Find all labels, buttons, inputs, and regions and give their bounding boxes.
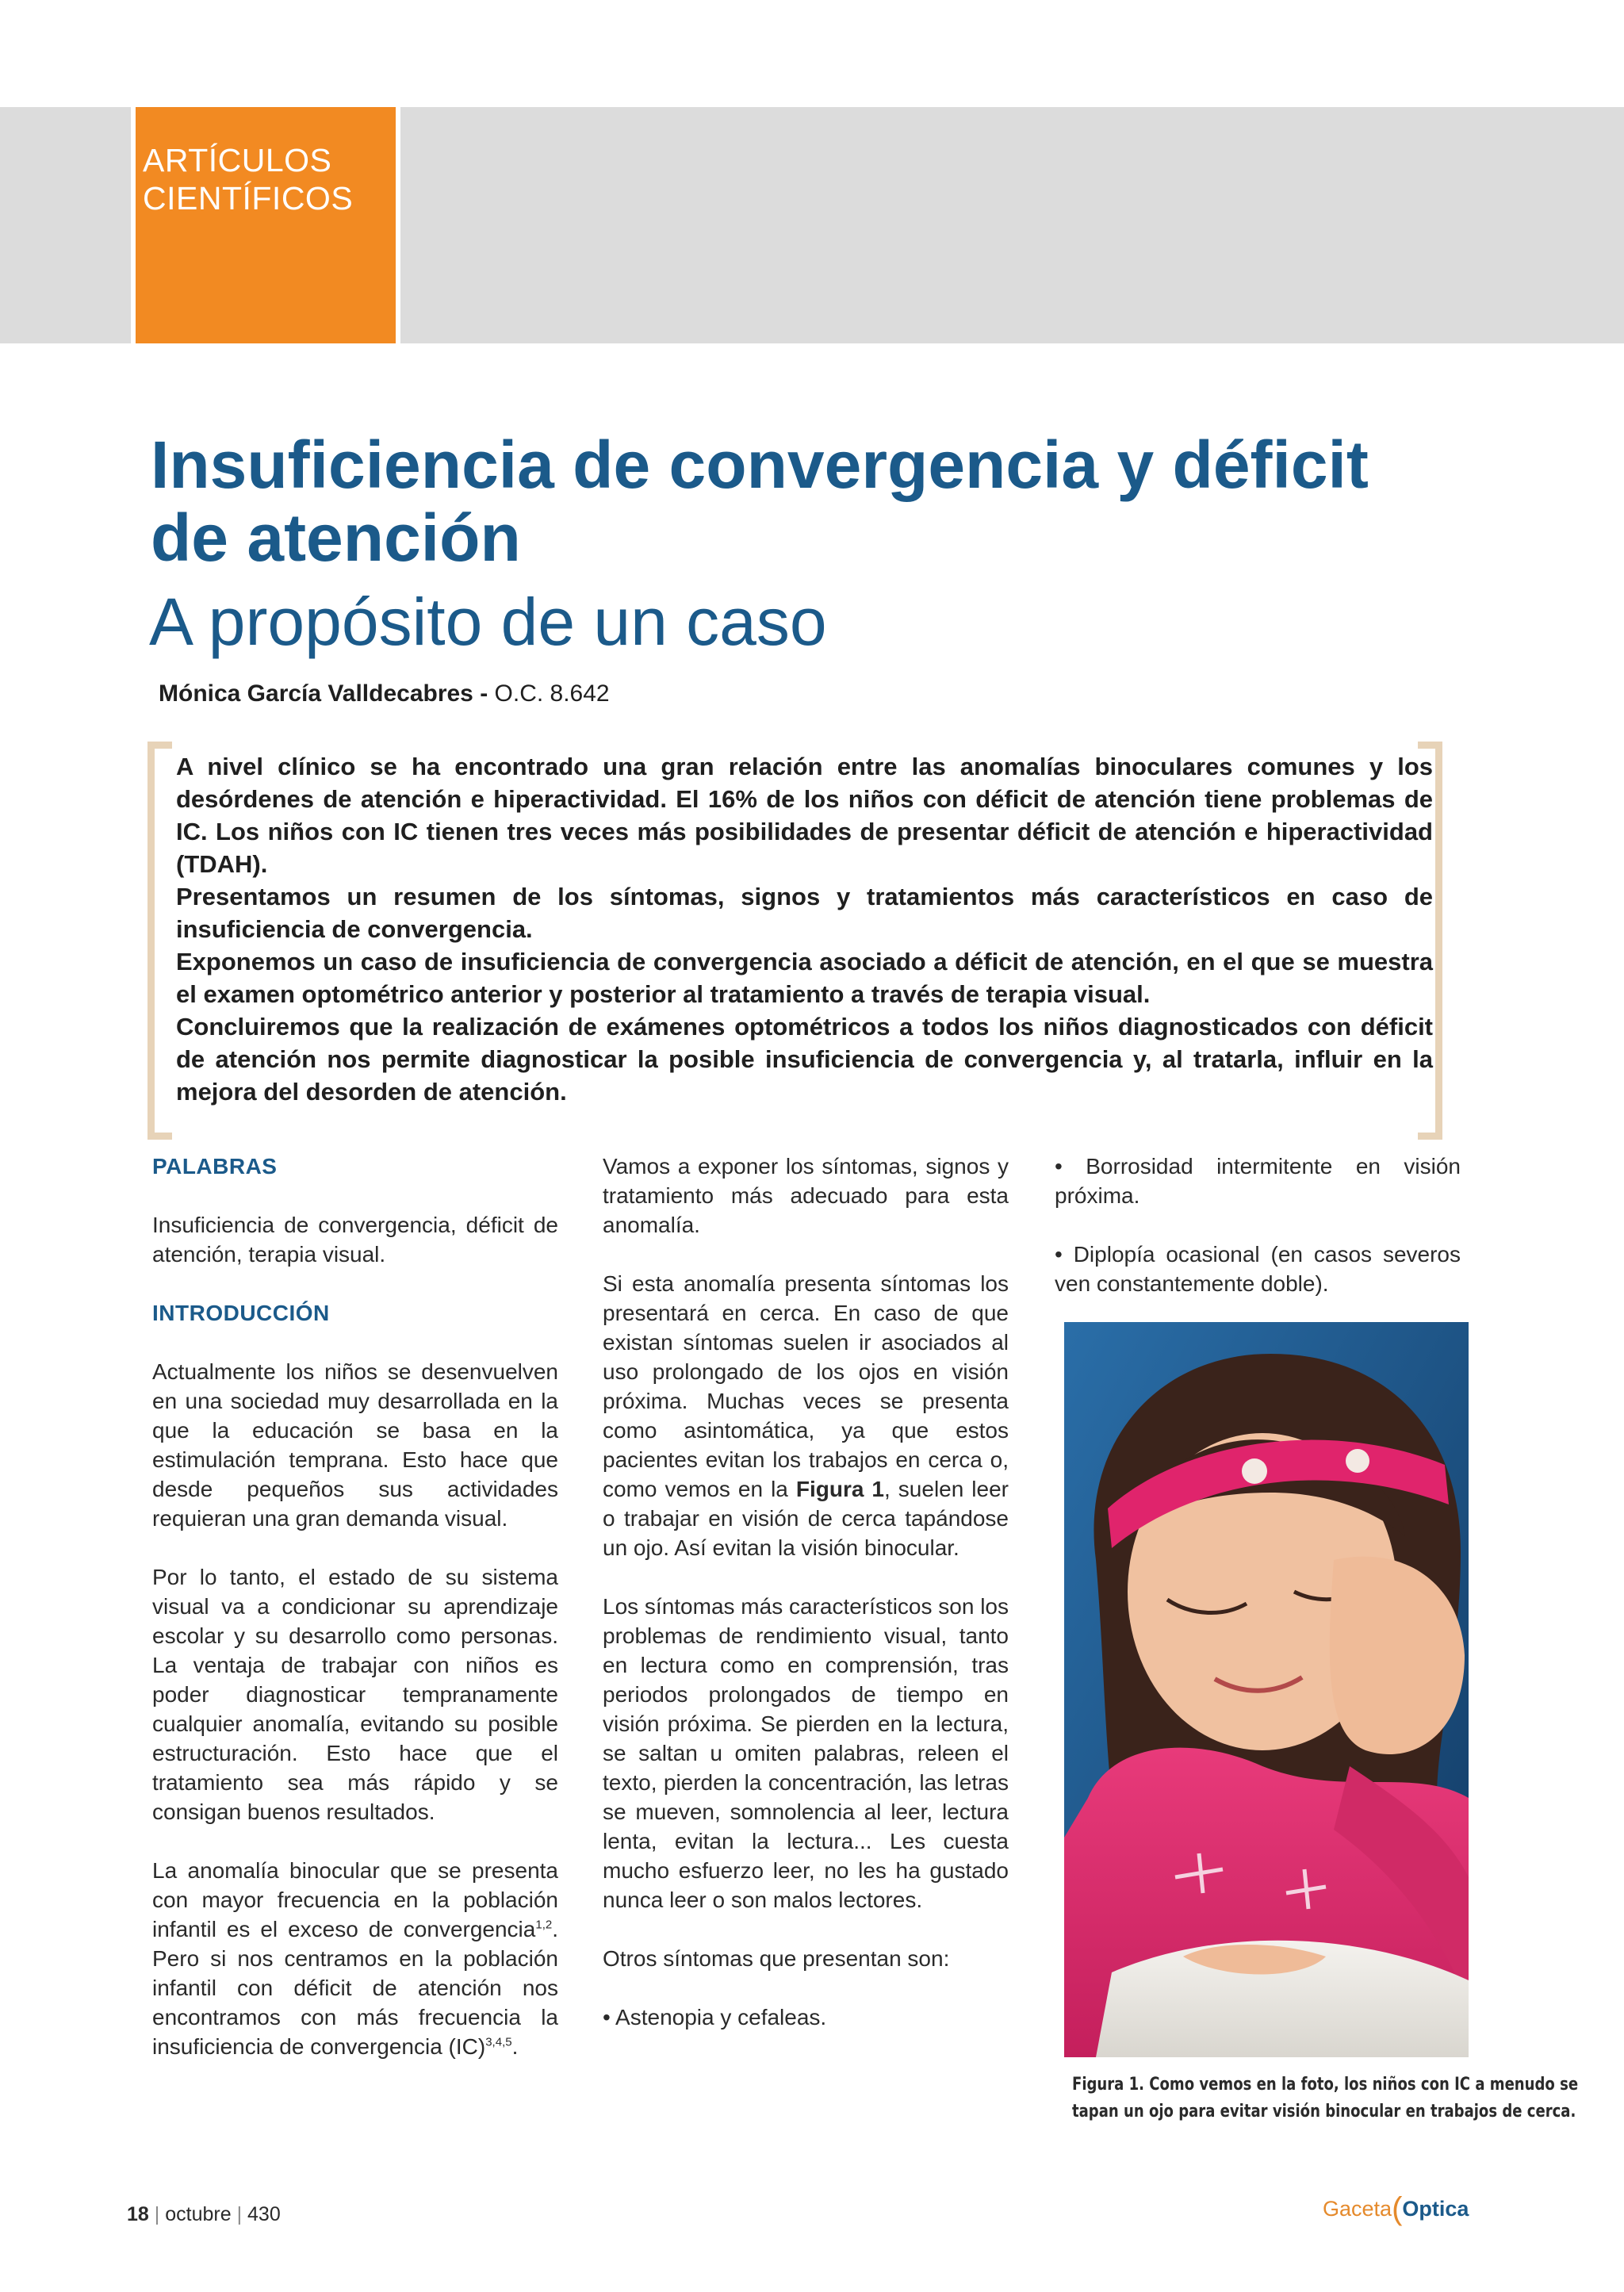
- logo-optica: Optica: [1402, 2197, 1469, 2221]
- body-paragraph: [603, 1269, 1009, 1562]
- title-line1: Insuficiencia de convergencia y déficit: [151, 427, 1369, 502]
- intro-paragraph-1: Actualmente los niños se desenvuelven en una sociedad muy desarrollada en la que la educación se basa en la estimulación temprana. Esto hace que desde pequeños sus actividades requieran una gran demanda visual.: [152, 1359, 558, 1531]
- text-run: La anomalía binocular que se presenta con mayor frecuencia en la población infantil es el exceso de convergencia: [152, 1858, 558, 1941]
- heading-introduccion: INTRODUCCIÓN: [152, 1301, 330, 1325]
- publication-logo: [1323, 2191, 1469, 2227]
- abstract-paragraph: Concluiremos que la realización de exámenes optométricos a todos los niños diagnosticados con déficit de atención nos permite diagnosticar la posible insuficiencia de convergencia y, al tratarla, influir en la mejora del desorden de atención.: [176, 1013, 1433, 1106]
- text-run: Si esta anomalía presenta síntomas los presentará en cerca. En caso de que existan síntomas suelen ir asociados al uso prolongado de los ojos en visión próxima. Muchas veces se presenta como asintomática, ya que estos pacientes evitan los trabajos en cerca o, como vemos en la: [603, 1271, 1009, 1501]
- text-run: , suelen leer o trabajar en visión de cerca tapándose un ojo. Así evitan la visión binocular.: [603, 1477, 1009, 1560]
- article-subtitle: A propósito de un caso: [149, 584, 827, 659]
- page-folio: [127, 2203, 281, 2226]
- bullet-item: • Borrosidad intermitente en visión próxima.: [1055, 1154, 1461, 1208]
- folio-separator: |: [236, 2203, 243, 2225]
- author-credential: O.C. 8.642: [494, 680, 610, 707]
- photo-illustration: [1064, 1322, 1469, 2057]
- page-number: 18: [127, 2203, 149, 2225]
- folio-separator: |: [154, 2203, 160, 2225]
- section-label: [143, 141, 381, 217]
- abstract: [176, 750, 1433, 1108]
- text-run: . Pero si nos centramos en la población infantil con déficit de atención nos encontramos con más frecuencia la insuficiencia de convergencia (IC): [152, 1917, 558, 2059]
- column-2: [603, 1152, 1009, 2061]
- section-label-line1: ARTÍCULOS: [143, 142, 332, 178]
- author-byline: [159, 680, 610, 707]
- heading-palabras: PALABRAS: [152, 1154, 278, 1179]
- logo-paren: (: [1392, 2191, 1403, 2226]
- issue-number: 430: [247, 2203, 281, 2225]
- column-1: [152, 1152, 558, 2091]
- citation-superscript: 3,4,5: [485, 2035, 512, 2049]
- issue-month: octubre: [165, 2203, 232, 2225]
- column-3: [1055, 1152, 1461, 1328]
- title-line2: de atención: [151, 500, 521, 575]
- citation-superscript: 1,2: [535, 1918, 553, 1932]
- figure-1-photo: [1064, 1322, 1469, 2057]
- figure-caption: [1072, 2072, 1579, 2125]
- body-paragraph: Otros síntomas que presentan son:: [603, 1946, 950, 1971]
- figure-reference: Figura 1: [795, 1477, 885, 1501]
- intro-paragraph-3: [152, 1856, 558, 2061]
- body-paragraph: Los síntomas más característicos son los problemas de rendimiento visual, tanto en lectura como en comprensión, tras periodos prolongados de tiempo en visión próxima. Se pierden en la lectura, se saltan u omiten palabras, releen el texto, pierden la concentración, las letras se mueven, somnolencia al leer, lectura lenta, evitan la lectura... Les cuesta mucho esfuerzo leer, no les ha gustado nunca leer o son malos lectores.: [603, 1594, 1009, 1912]
- abstract-paragraph: Presentamos un resumen de los síntomas, signos y tratamientos más característicos en caso de insuficiencia de convergencia.: [176, 883, 1433, 943]
- logo-gaceta: Gaceta: [1323, 2197, 1392, 2221]
- keywords: Insuficiencia de convergencia, déficit de atención, terapia visual.: [152, 1213, 558, 1267]
- abstract-paragraph: A nivel clínico se ha encontrado una gran relación entre las anomalías binoculares comunes y los desórdenes de atención e hiperactividad. El 16% de los niños con déficit de atención tiene problemas de IC. Los niños con IC tienen tres veces más posibilidades de presentar déficit de atención e hiperactividad (TDAH).: [176, 753, 1433, 878]
- body-paragraph: Vamos a exponer los síntomas, signos y tratamiento más adecuado para esta anomalía.: [603, 1154, 1009, 1237]
- caption-line2: tapan un ojo para evitar visión binocular en trabajos de cerca.: [1072, 2102, 1576, 2121]
- intro-paragraph-2: Por lo tanto, el estado de su sistema visual va a condicionar su aprendizaje escolar y su desarrollo como personas. La ventaja de trabajar con niños es poder diagnosticar tempranamente cualquier anomalía, evitando su posible estructuración. Esto hace que el tratamiento sea más rápido y se consigan buenos resultados.: [152, 1565, 558, 1824]
- article-title: [151, 428, 1546, 574]
- abstract-paragraph: Exponemos un caso de insuficiencia de convergencia asociado a déficit de atención, en el que se muestra el examen optométrico anterior y posterior al tratamiento a través de terapia visual.: [176, 948, 1433, 1008]
- text-run: .: [511, 2034, 519, 2059]
- bullet-item: • Diplopía ocasional (en casos severos ven constantemente doble).: [1055, 1242, 1461, 1296]
- abstract-bracket-left: [147, 742, 172, 1140]
- author-name: Mónica García Valldecabres -: [159, 680, 495, 707]
- caption-line1: Figura 1. Como vemos en la foto, los niños con IC a menudo se: [1072, 2075, 1579, 2095]
- bullet-item: • Astenopia y cefaleas.: [603, 2005, 827, 2029]
- section-label-line2: CIENTÍFICOS: [143, 180, 354, 217]
